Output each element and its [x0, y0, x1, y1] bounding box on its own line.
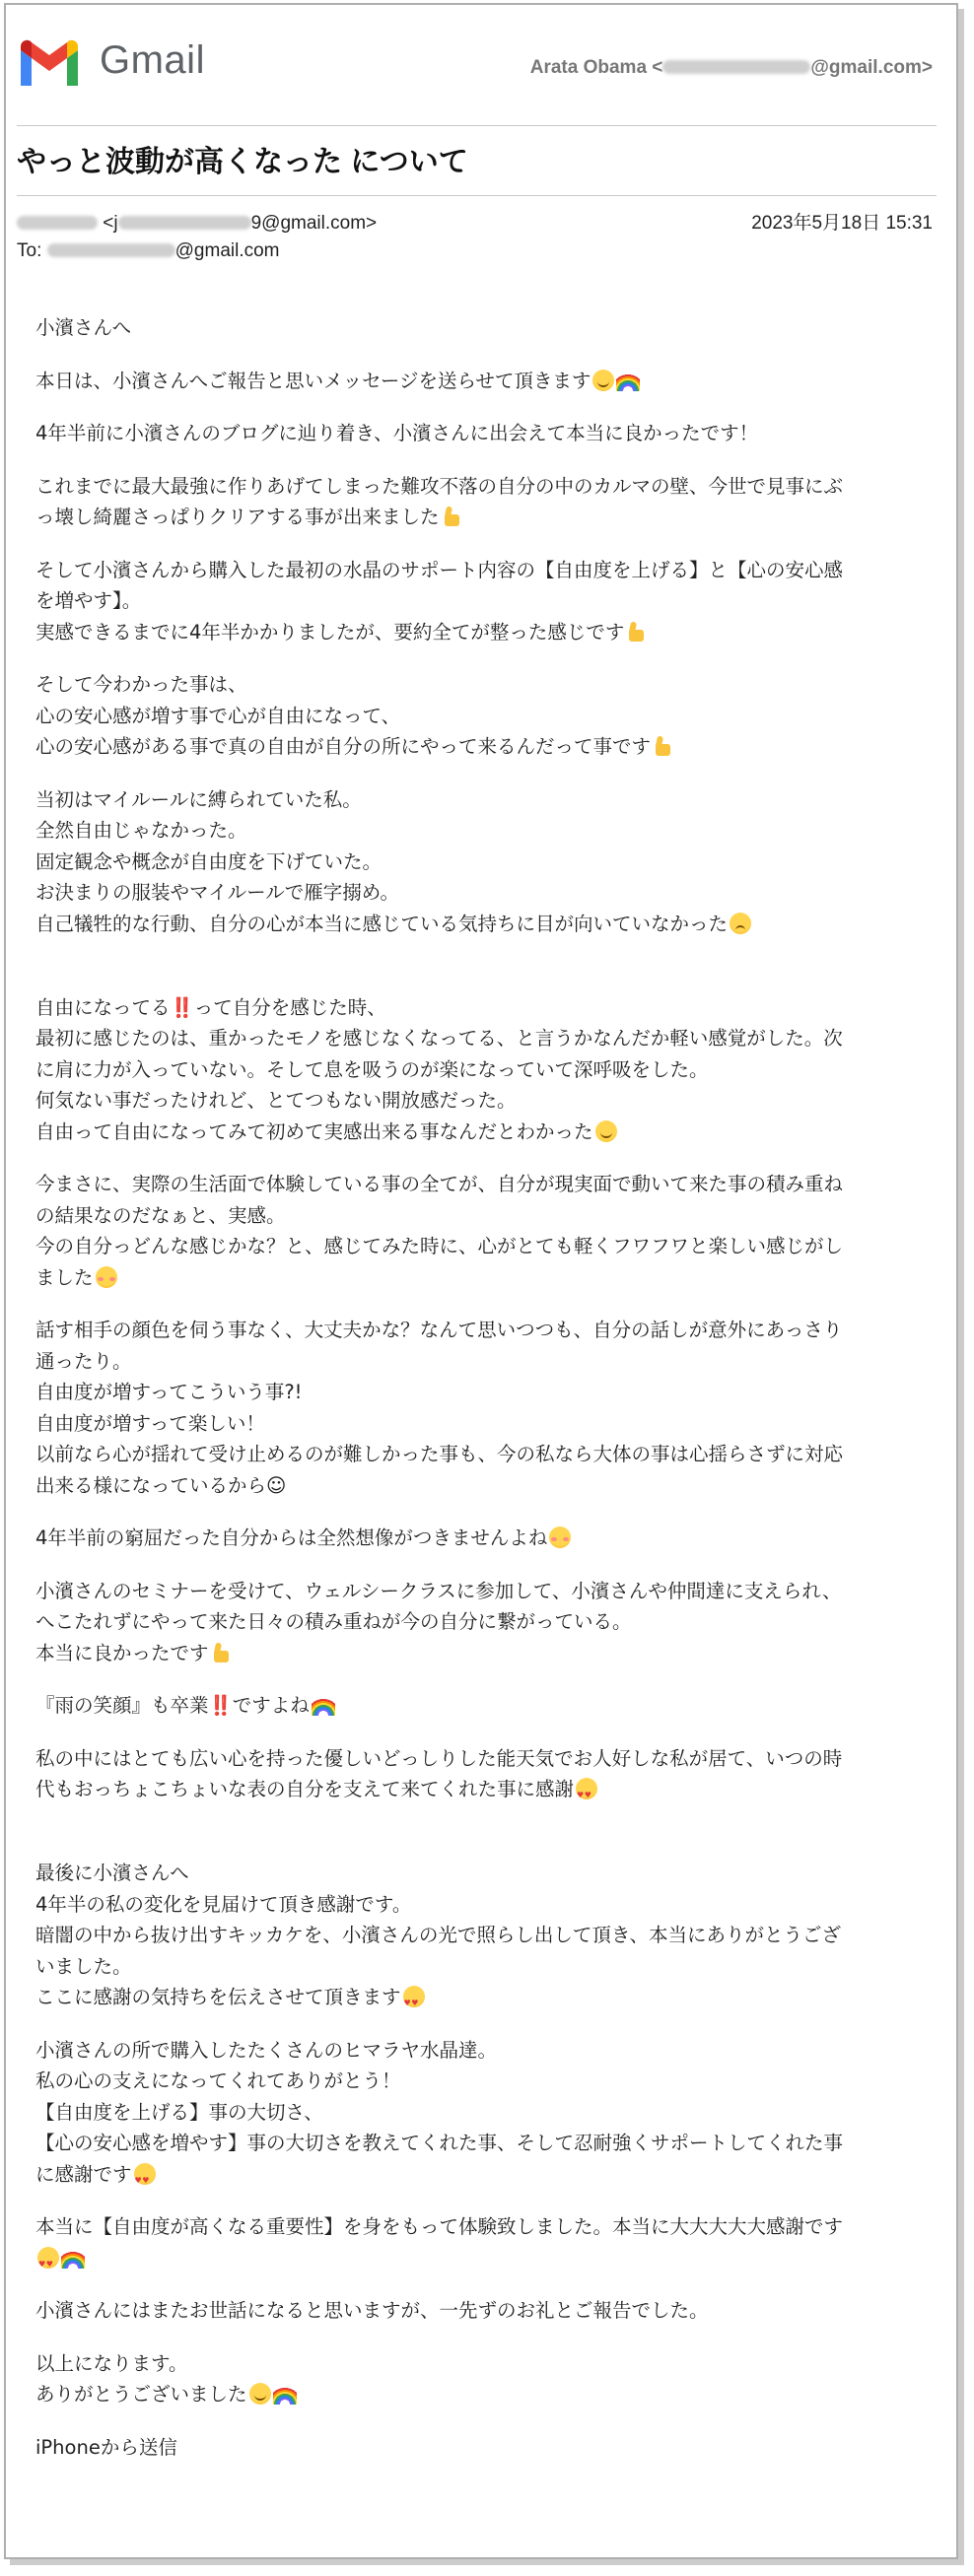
body-line-text: いました。: [35, 1954, 132, 1978]
account-name: Arata Obama <: [529, 57, 663, 78]
email-to: [17, 239, 280, 263]
email-date: 2023年5月18日 15:31: [751, 213, 933, 234]
body-line: [35, 784, 938, 816]
body-line: [35, 555, 938, 586]
body-line-text: ありがとうございました: [35, 2383, 247, 2406]
body-paragraph: [35, 312, 938, 344]
body-line-text: 心の安心感がある事で真の自由が自分の所にやって来るんだって事です: [35, 735, 652, 758]
body-paragraph: [35, 418, 938, 449]
email-from: [17, 212, 377, 236]
body-line-text: 4年半の私の変化を見届けて頂き感謝です。: [35, 1892, 412, 1916]
body-line-text: そして小濱さんから購入した最初の水晶のサポート内容の【自由度を上げる】と【心の安心感: [35, 558, 844, 581]
body-line: [35, 471, 938, 503]
body-line-text: 今まさに、実際の生活面で体験している事の全てが、自分が現実面で動いて来た事の積み重ね: [35, 1173, 844, 1195]
body-line: [35, 2379, 938, 2410]
body-line: [35, 2128, 938, 2159]
body-line: [35, 1982, 938, 2013]
body-line: [35, 1690, 938, 1722]
thumbs-up-icon: [211, 1642, 231, 1663]
body-paragraph: [35, 555, 938, 648]
body-line: [35, 701, 938, 732]
body-paragraph: [35, 366, 938, 397]
thumbs-up-icon: [626, 621, 646, 643]
redacted-sender-name: [17, 216, 98, 230]
body-paragraph: [35, 1169, 938, 1293]
body-line-text: 自由度が増すって楽しい！: [35, 1411, 265, 1435]
body-line-text: 【心の安心感を増やす】事の大切さを教えてくれた事、そして忍耐強くサポートしてくれた事: [35, 2132, 844, 2154]
body-line-text: 今の自分っどんな感じかな？と、感じてみた時に、心がとても軽くフワフワと楽しい感じがし: [35, 1235, 844, 1257]
body-line: [35, 2035, 938, 2067]
email-subject: やっと波動が高くなった について: [17, 146, 468, 178]
body-line-text: 最後に小濱さんへ: [35, 1862, 189, 1884]
body-paragraph: [35, 669, 938, 763]
body-paragraph: [35, 1690, 938, 1722]
thumbs-up-icon: [442, 506, 461, 527]
body-line-text: の結果なのだなぁと、実感。: [35, 1203, 286, 1227]
body-line: [35, 1638, 938, 1669]
body-line-text: 【自由度を上げる】事の大切さ、: [35, 2100, 323, 2124]
body-line: [35, 731, 938, 763]
body-line-text: 本日は、小濱さんへご報告と思いメッセージを送らせて頂きます: [35, 369, 591, 392]
body-line-text: 実感できるまでに4年半かかりましたが、要約全てが整った感じです: [35, 620, 625, 644]
body-line: [35, 815, 938, 847]
body-line-text: 当初はマイルールに縛られていた私。: [35, 787, 362, 811]
body-paragraph: [35, 2295, 938, 2327]
body-line: [35, 1470, 938, 1502]
body-line: [35, 1200, 938, 1232]
body-line: [35, 2211, 938, 2243]
body-line: [35, 2066, 938, 2097]
body-line-text: ました: [35, 1265, 94, 1289]
body-paragraph: [35, 1523, 938, 1554]
body-line: [35, 502, 938, 533]
rainbow-icon: [273, 2383, 297, 2405]
smiling-face-with-hearts-icon: [37, 2247, 59, 2269]
body-line: [35, 992, 938, 1024]
relieved-face-icon: [549, 1526, 571, 1548]
body-line: [35, 1117, 938, 1148]
rainbow-icon: [312, 1694, 335, 1716]
relieved-face-icon: [96, 1266, 117, 1288]
body-line: [35, 1054, 938, 1086]
body-paragraph: [35, 1576, 938, 1669]
rainbow-icon: [61, 2247, 85, 2269]
body-line: [35, 1377, 938, 1408]
gmail-wordmark: Gmail: [100, 38, 205, 82]
body-line: [35, 366, 938, 397]
body-line: [35, 418, 938, 449]
body-line-text: 何気ない事だったけれど、とてつもない開放感だった。: [35, 1089, 517, 1112]
redacted-recipient-email: [47, 243, 175, 257]
smiling-face-with-hearts-icon: [403, 1986, 425, 2007]
body-line-text: 以上になります。: [35, 2351, 188, 2375]
body-line-text: 『雨の笑顔』も卒業‼️ですよね: [35, 1694, 310, 1717]
body-line: [35, 1858, 938, 1889]
body-line-text: 自由になってる‼️って自分を感じた時、: [35, 995, 386, 1019]
body-paragraph: [35, 992, 938, 1148]
to-label: To:: [17, 240, 42, 261]
body-line-text: 小濱さんの所で購入したたくさんのヒマラヤ水晶達。: [35, 2038, 498, 2062]
body-line: [35, 585, 938, 617]
redacted-account-email: [662, 60, 810, 74]
body-line: [35, 1023, 938, 1054]
body-line: [35, 1231, 938, 1262]
body-line: [35, 1774, 938, 1805]
body-line-text: 4年半前の窮屈だった自分からは全然想像がつきませんよね: [35, 1526, 548, 1549]
body-paragraph: [35, 784, 938, 971]
body-line-text: に感謝です: [35, 2162, 132, 2186]
body-line: [35, 909, 938, 940]
body-line: [35, 1346, 938, 1378]
body-line-text: 通ったり。: [35, 1349, 132, 1373]
body-paragraph: [35, 2211, 938, 2273]
body-line-text: 自由って自由になってみて初めて実感出来る事なんだとわかった: [35, 1119, 593, 1143]
body-line-text: を増やす】。: [35, 589, 142, 612]
from-prefix: <j: [103, 213, 118, 234]
body-paragraph: [35, 2432, 938, 2464]
body-line: [35, 1743, 938, 1775]
body-line-text: そして今わかった事は、: [35, 673, 247, 696]
body-line-text: 心の安心感が増す事で心が自由になって、: [35, 704, 401, 727]
body-paragraph: [35, 1315, 938, 1501]
account-email-suffix: @gmail.com>: [810, 57, 933, 78]
body-line: [35, 312, 938, 344]
body-line: [35, 877, 938, 909]
body-line: [35, 1523, 938, 1554]
smiling-face-icon: [249, 2383, 271, 2405]
body-line-text: 小濱さんへ: [35, 316, 132, 339]
body-line: [35, 1439, 938, 1470]
smiling-face-with-hearts-icon: [134, 2163, 156, 2185]
body-line: [35, 939, 938, 971]
body-line: [35, 1951, 938, 1983]
body-line: [35, 1262, 938, 1294]
body-line: [35, 2159, 938, 2191]
body-line-text: 暗闇の中から抜け出すキッカケを、小濱さんの光で照らし出して頂き、本当にありがとうござ: [35, 1924, 842, 1946]
to-suffix: @gmail.com: [174, 240, 280, 261]
body-line: [35, 2348, 938, 2380]
body-line: [35, 1315, 938, 1346]
body-paragraph: [35, 1743, 938, 1837]
body-line: [35, 1576, 938, 1607]
body-line-text: 小濱さんのセミナーを受けて、ウェルシークラスに参加して、小濱さんや仲間達に支えられ、: [35, 1579, 842, 1602]
body-line-text: 本当に良かったです: [35, 1641, 209, 1664]
body-line: [35, 2243, 938, 2274]
body-line-text: っ壊し綺麗さっぱりクリアする事が出来ました: [35, 506, 440, 528]
body-line-text: 自由度が増すってこういう事?!: [35, 1381, 303, 1403]
subject-divider: [17, 195, 937, 196]
body-line-text: 私の中にはとても広い心を持った優しいどっしりした能天気でお人好しな私が居て、いつの時: [35, 1746, 843, 1770]
email-body: [35, 312, 938, 2484]
smiling-face-icon: [595, 1120, 617, 1142]
body-line: [35, 669, 938, 701]
body-line-text: 自己犠牲的な行動、自分の心が本当に感じている気持ちに目が向いていなかった: [35, 912, 729, 935]
body-line-text: 私の心の支えになってくれてありがとう！: [35, 2069, 401, 2092]
body-line-text: 全然自由じゃなかった。: [35, 819, 247, 842]
body-line-text: iPhoneから送信: [35, 2435, 177, 2459]
body-line: [35, 617, 938, 648]
body-line-text: 以前なら心が揺れて受け止めるのが難しかった事も、今の私なら大体の事は心揺らさずに対応: [35, 1443, 844, 1465]
body-line-text: に肩に力が入っていない。そして息を吸うのが楽になっていて深呼吸をした。: [35, 1057, 709, 1081]
redacted-sender-email: [118, 216, 251, 230]
body-line-text: 本当に【自由度が高くなる重要性】を身をもって体験致しました。本当に大大大大大感謝です: [35, 2215, 844, 2238]
body-line-text: 固定観念や概念が自由度を下げていた。: [35, 849, 383, 873]
disappointed-face-icon: [730, 913, 751, 934]
body-line-text: これまでに最大最強に作りあげてしまった難攻不落の自分の中のカルマの壁、今世で見事にぶ: [35, 474, 844, 498]
body-paragraph: [35, 471, 938, 533]
body-line-text: 最初に感じたのは、重かったモノを感じなくなってる、と言うかなんだか軽い感覚がした。次: [35, 1027, 843, 1050]
email-print-frame: [4, 3, 958, 2559]
body-line-text: お決まりの服装やマイルールで雁字搦め。: [35, 881, 399, 904]
header-divider: [17, 125, 937, 126]
body-line: [35, 2097, 938, 2129]
body-line: [35, 1169, 938, 1200]
body-line: [35, 1889, 938, 1921]
body-line-text: へこたれずにやって来た日々の積み重ねが今の自分に繋がっている。: [35, 1610, 632, 1633]
from-suffix: 9@gmail.com>: [250, 213, 378, 234]
rainbow-icon: [616, 370, 640, 391]
body-line: [35, 1085, 938, 1117]
body-line: [35, 2295, 938, 2327]
body-line-text: ここに感謝の気持ちを伝えさせて頂きます: [35, 1986, 401, 2008]
smiling-face-icon: [592, 370, 614, 391]
account-header: [530, 56, 933, 80]
body-paragraph: [35, 2035, 938, 2191]
gmail-m-logo-icon: [17, 38, 82, 88]
body-paragraph: [35, 1858, 938, 2013]
body-line: [35, 1606, 938, 1638]
thumbs-up-icon: [653, 735, 672, 757]
body-line-text: 出来る様になっているから☺︎: [35, 1473, 287, 1497]
body-line-text: 代もおっちょこちょいな表の自分を支えて来てくれた事に感謝: [35, 1778, 575, 1800]
body-line: [35, 847, 938, 878]
body-line-text: 4年半前に小濱さんのブログに辿り着き、小濱さんに出会えて本当に良かったです！: [35, 422, 759, 444]
body-line-text: 話す相手の顔色を伺う事なく、大丈夫かな？なんて思いつつも、自分の話しが意外にあっさり: [35, 1319, 843, 1341]
body-line: [35, 1920, 938, 1951]
body-line: [35, 1408, 938, 1440]
body-line: [35, 1805, 938, 1837]
body-paragraph: [35, 2348, 938, 2410]
body-line: [35, 2432, 938, 2464]
body-line-text: 小濱さんにはまたお世話になると思いますが、一先ずのお礼とご報告でした。: [35, 2299, 709, 2322]
smiling-face-with-hearts-icon: [576, 1778, 597, 1799]
